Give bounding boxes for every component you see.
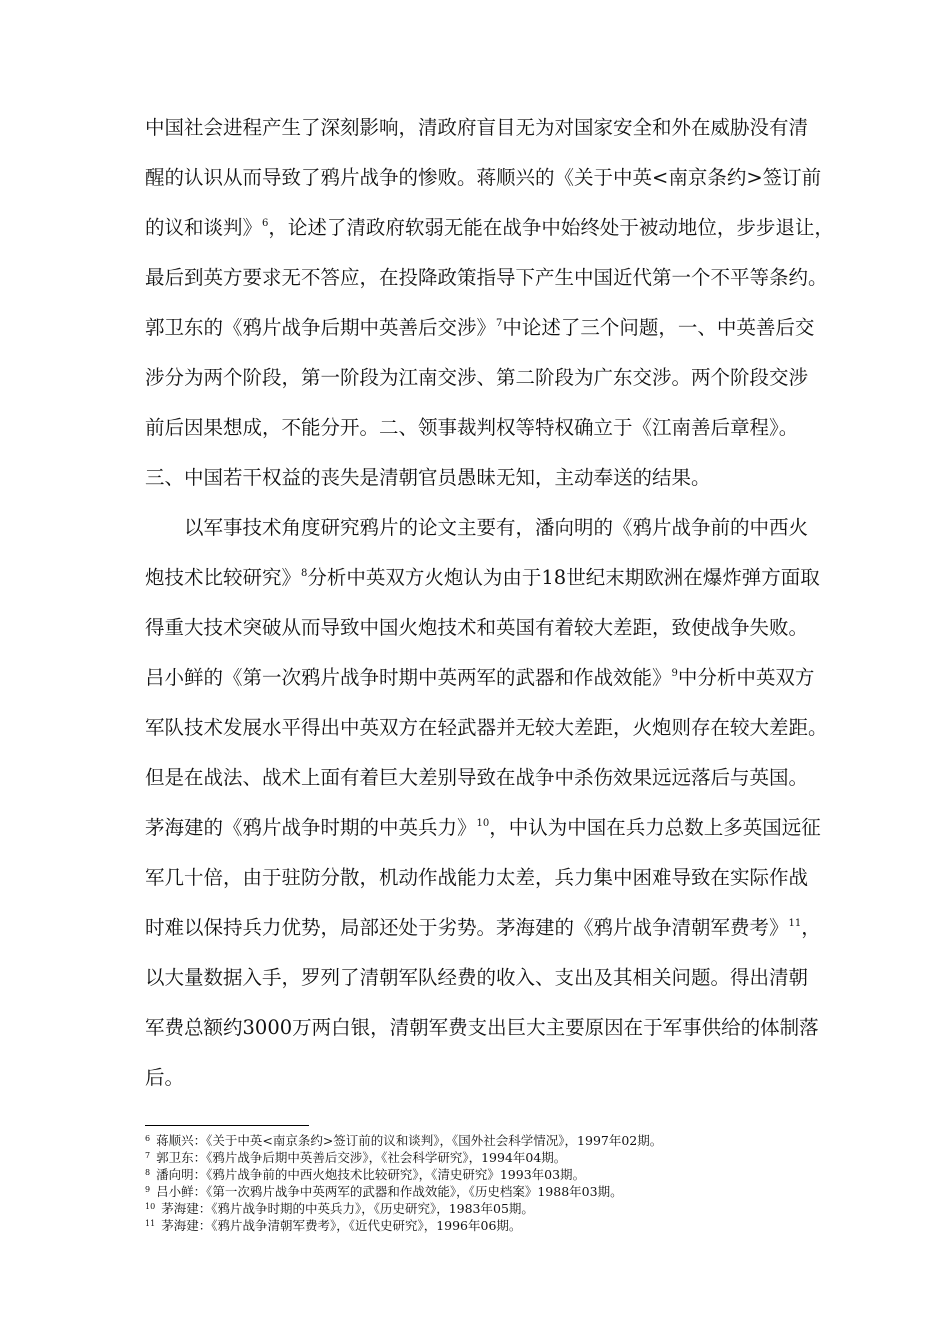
body-line: 军队技术发展水平得出中英双方在轻武器并无较大差距，火炮则存在较大差距。 <box>145 716 828 739</box>
body-line: 军几十倍，由于驻防分散，机动作战能力太差，兵力集中困难导致在实际作战 <box>145 866 809 889</box>
footnote-number: 10 <box>145 1202 156 1211</box>
body-line: 时难以保持兵力优势，局部还处于劣势。茅海建的《鸦片战争清朝军费考》$^{11}$， <box>145 916 821 939</box>
footnote-text: 茅海建：《鸦片战争清朝军费考》，《近代史研究》，1996年06期。 <box>161 1218 522 1233</box>
footnote-separator <box>145 1125 309 1126</box>
footnote <box>145 1167 585 1182</box>
body-line: 但是在战法、战术上面有着巨大差别导致在战争中杀伤效果远远落后与英国。 <box>145 766 809 789</box>
body-line: 郭卫东的《鸦片战争后期中英善后交涉》$^7$中论述了三个问题，一、中英善后交 <box>145 316 815 339</box>
body-line: 以军事技术角度研究鸦片的论文主要有，潘向明的《鸦片战争前的中西火 <box>145 516 809 539</box>
body-line: 最后到英方要求无不答应，在投降政策指导下产生中国近代第一个不平等条约。 <box>145 266 828 289</box>
body-line: 得重大技术突破从而导致中国火炮技术和英国有着较大差距，致使战争失败。 <box>145 616 809 639</box>
body-line: 炮技术比较研究》$^8$分析中英双方火炮认为由于18世纪末期欧洲在爆炸弹方面取 <box>145 566 820 589</box>
footnote-number: 6 <box>145 1134 151 1143</box>
body-line: 后。 <box>145 1066 185 1089</box>
footnote-number: 7 <box>145 1151 151 1160</box>
body-line: 中国社会进程产生了深刻影响，清政府盲目无为对国家安全和外在威胁没有清 <box>145 116 809 139</box>
body-line: 吕小鲜的《第一次鸦片战争时期中英两军的武器和作战效能》$^9$中分析中英双方 <box>145 666 815 689</box>
body-line: 的议和谈判》$^6$，论述了清政府软弱无能在战争中始终处于被动地位，步步退让， <box>145 216 834 239</box>
footnote-ref[interactable]: 9 <box>671 668 678 679</box>
footnote <box>145 1150 566 1165</box>
footnote-text: 茅海建：《鸦片战争时期的中英兵力》，《历史研究》，1983年05期。 <box>161 1201 534 1216</box>
body-line: 军费总额约3000万两白银，清朝军费支出巨大主要原因在于军事供给的体制落 <box>145 1016 819 1039</box>
body-line: 涉分为两个阶段，第一阶段为江南交涉、第二阶段为广东交涉。两个阶段交涉 <box>145 366 809 389</box>
footnote <box>145 1184 623 1199</box>
footnote-text: 郭卫东：《鸦片战争后期中英善后交涉》，《社会科学研究》，1994年04期。 <box>156 1150 567 1165</box>
footnote-number: 9 <box>145 1185 151 1194</box>
body-line: 以大量数据入手，罗列了清朝军队经费的收入、支出及其相关问题。得出清朝 <box>145 966 809 989</box>
footnote-number: 11 <box>145 1219 156 1228</box>
footnote-ref[interactable]: 11 <box>788 918 802 929</box>
footnote-ref[interactable]: 8 <box>301 568 308 579</box>
body-line: 前后因果想成，不能分开。二、领事裁判权等特权确立于《江南善后章程》。 <box>145 416 799 439</box>
footnote <box>145 1218 521 1233</box>
body-line: 三、中国若干权益的丧失是清朝官员愚昧无知，主动奉送的结果。 <box>145 466 711 489</box>
footnote-ref[interactable]: 6 <box>262 218 269 229</box>
footnote-text: 吕小鲜：《第一次鸦片战争中英两军的武器和作战效能》，《历史档案》1988年03期。 <box>156 1184 623 1199</box>
footnote-text: 潘向明：《鸦片战争前的中西火炮技术比较研究》，《清史研究》1993年03期。 <box>156 1167 586 1182</box>
footnote-ref[interactable]: 7 <box>496 318 503 329</box>
body-line: 茅海建的《鸦片战争时期的中英兵力》$^{10}$，中认为中国在兵力总数上多英国远征 <box>145 816 821 839</box>
body-line: 醒的认识从而导致了鸦片战争的惨败。蒋顺兴的《关于中英<南京条约>签订前 <box>145 166 822 189</box>
footnote-number: 8 <box>145 1168 151 1177</box>
footnote <box>145 1133 662 1148</box>
footnote-ref[interactable]: 10 <box>476 818 490 829</box>
footnote <box>145 1201 534 1216</box>
footnote-text: 蒋顺兴：《关于中英<南京条约>签订前的议和谈判》，《国外社会科学情况》，1997年02期。 <box>156 1133 663 1148</box>
